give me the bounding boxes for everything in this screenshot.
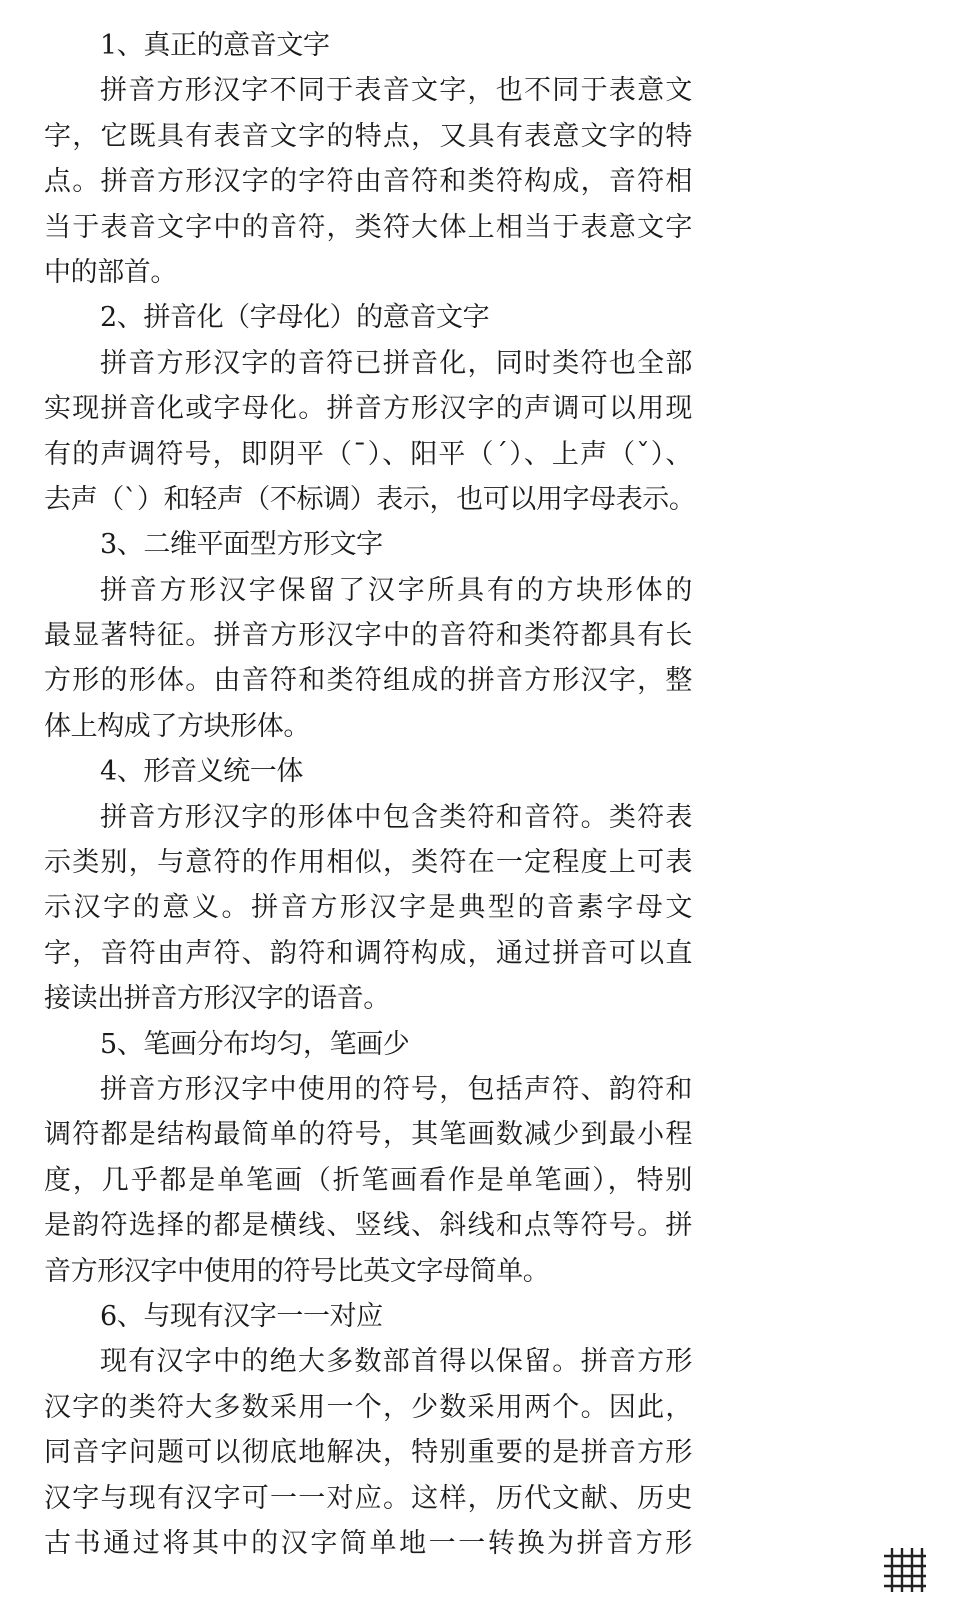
section-heading: 1、真正的意音文字: [100, 30, 330, 61]
paragraph-line: 中的部首。: [44, 256, 177, 288]
paragraph-line: 音方形汉字中使用的符号比英文字母简单。: [44, 1255, 550, 1287]
paragraph-line: 现有汉字中的绝大多数部首得以保留。拼音方形: [100, 1346, 692, 1378]
paragraph-line: 点。拼音方形汉字的字符由音符和类符构成，音符相: [44, 166, 692, 198]
paragraph-line: 方形的形体。由音符和类符组成的拼音方形汉字，整: [44, 665, 692, 697]
paragraph-line: 拼音方形汉字保留了汉字所具有的方块形体的: [100, 574, 692, 606]
paragraph-line: 调符都是结构最简单的符号，其笔画数减少到最小程: [44, 1119, 692, 1151]
document-body: [44, 23, 696, 1566]
paragraph-line: 示类别，与意符的作用相似，类符在一定程度上可表: [44, 847, 692, 879]
paragraph-line: 拼音方形汉字中使用的符号，包括声符、韵符和: [100, 1073, 692, 1105]
paragraph-line: 最显著特征。拼音方形汉字中的音符和类符都具有长: [44, 620, 692, 652]
paragraph-line: 古书通过将其中的汉字简单地一一转换为拼音方形: [44, 1527, 692, 1559]
section-heading: 2、拼音化（字母化）的意音文字: [100, 302, 490, 334]
grid-mark-icon: [880, 1544, 930, 1594]
paragraph-line: 体上构成了方块形体。: [44, 710, 310, 742]
paragraph-line: 拼音方形汉字不同于表音文字，也不同于表意文: [100, 75, 692, 107]
section-heading: 4、形音义统一体: [100, 756, 303, 788]
paragraph-line: 字，音符由声符、韵符和调符构成，通过拼音可以直: [44, 937, 692, 969]
paragraph-line: 字，它既具有表音文字的特点，又具有表意文字的特: [44, 120, 692, 152]
section-heading: 3、二维平面型方形文字: [100, 529, 383, 561]
paragraph-line: 当于表音文字中的音符，类符大体上相当于表意文字: [44, 211, 692, 243]
paragraph-line: 示汉字的意义。拼音方形汉字是典型的音素字母文: [44, 892, 692, 924]
paragraph-line: 度，几乎都是单笔画（折笔画看作是单笔画），特别: [44, 1164, 692, 1196]
paragraph-line: 汉字与现有汉字可一一对应。这样，历代文献、历史: [44, 1482, 692, 1514]
paragraph-line: 实现拼音化或字母化。拼音方形汉字的声调可以用现: [44, 393, 692, 425]
paragraph-line: 拼音方形汉字的形体中包含类符和音符。类符表: [100, 801, 692, 833]
paragraph-line: 同音字问题可以彻底地解决，特别重要的是拼音方形: [44, 1437, 692, 1469]
section-heading: 5、笔画分布均匀，笔画少: [100, 1028, 410, 1060]
paragraph-line: 去声（ˋ）和轻声（不标调）表示，也可以用字母表示。: [44, 483, 696, 515]
paragraph-line: 拼音方形汉字的音符已拼音化，同时类符也全部: [100, 347, 692, 379]
section-heading: 6、与现有汉字一一对应: [100, 1300, 383, 1332]
paragraph-line: 是韵符选择的都是横线、竖线、斜线和点等符号。拼: [44, 1210, 692, 1242]
paragraph-line: 有的声调符号，即阴平（ˉ）、阳平（ˊ）、上声（ˇ）、: [44, 438, 692, 470]
paragraph-line: 接读出拼音方形汉字的语音。: [44, 983, 390, 1015]
paragraph-line: 汉字的类符大多数采用一个，少数采用两个。因此，: [44, 1391, 692, 1423]
